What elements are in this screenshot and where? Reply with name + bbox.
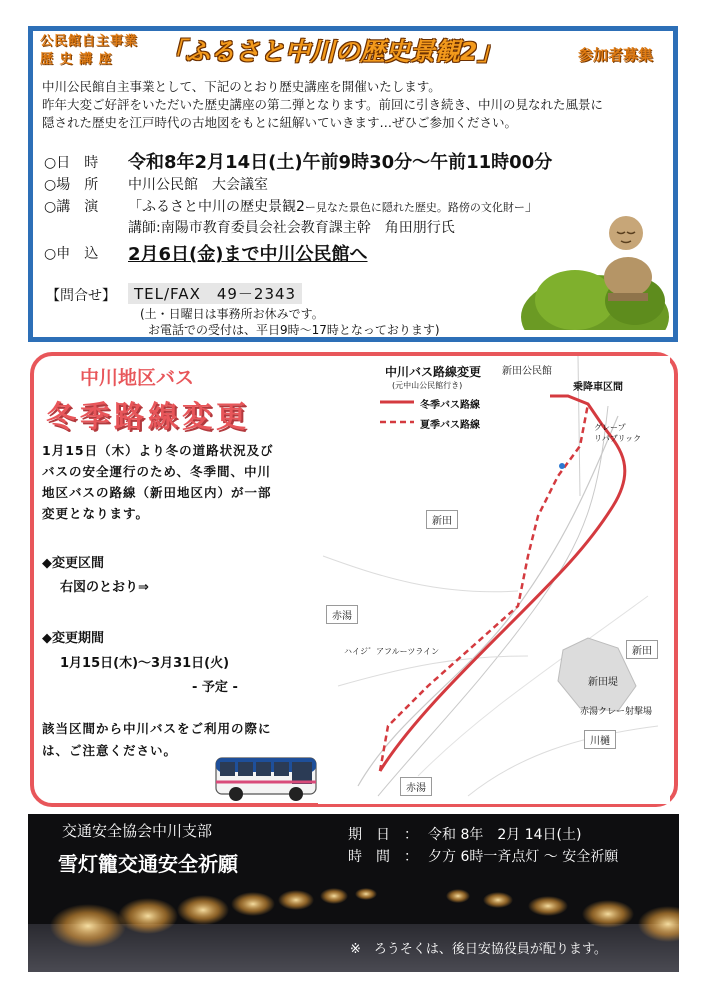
lecture-intro bbox=[42, 78, 662, 132]
lantern-glow bbox=[446, 889, 470, 903]
place-value: 中川公民館 大会議室 bbox=[128, 177, 268, 193]
bus-illustration bbox=[210, 752, 320, 804]
map-label-shageki: 赤湯クレー射撃場 bbox=[580, 707, 653, 717]
note-2: お電話での受付は、平日9時～17時となっております) bbox=[148, 323, 440, 337]
map-label-akayu: 赤湯 bbox=[400, 777, 432, 796]
section-label: ◆変更区間 bbox=[42, 556, 104, 571]
safety-date-value: 令和 8年 2月 14日(土) bbox=[428, 827, 582, 843]
map-label-fruitline: ハイジ゛アフルーツライン bbox=[344, 647, 440, 656]
bus-window bbox=[256, 762, 271, 776]
date-value: 令和8年2月14日(土)午前9時30分～午前11時00分 bbox=[128, 152, 553, 173]
legend-summer-label: 夏季バス路線 bbox=[420, 420, 480, 431]
lantern-glow bbox=[177, 895, 229, 925]
bus-wheel bbox=[289, 787, 303, 801]
caution-1: 該当区間から中川バスをご利用の際に bbox=[42, 721, 272, 736]
date-label: ○日 時 bbox=[44, 155, 99, 171]
map-label-shinden: 新田 bbox=[626, 640, 658, 659]
period-value: 1月15日(木)～3月31日(火) bbox=[60, 656, 230, 671]
talk-label: ○講 演 bbox=[44, 199, 99, 215]
talk-title-end: 」 bbox=[524, 199, 539, 215]
place-label: ○場 所 bbox=[44, 177, 99, 193]
safety-time-label: 時 間 ： bbox=[348, 849, 418, 865]
talk-value bbox=[128, 196, 539, 216]
safety-time-value: 夕方 6時一斉点灯 ～ 安全祈願 bbox=[428, 849, 619, 865]
note-1: (土・日曜日は事務所お休みです。 bbox=[140, 307, 324, 321]
lantern-glow bbox=[528, 896, 568, 916]
lecture-recruit: 参加者募集 bbox=[578, 46, 654, 64]
apply-value: 2月6日(金)まで中川公民館へ bbox=[128, 244, 368, 265]
jizo-statue-illustration bbox=[520, 205, 670, 330]
bus-stop-marker bbox=[559, 463, 565, 469]
lantern-glow bbox=[278, 890, 314, 910]
safety-org: 交通安全協会中川支部 bbox=[62, 822, 213, 840]
statue-body bbox=[604, 257, 652, 297]
lantern-glow bbox=[50, 904, 126, 948]
bus-body-line: 地区バスの路線（新田地区内）が一部 bbox=[42, 485, 272, 500]
bus-window bbox=[274, 762, 289, 776]
safety-title: 雪灯籠交通安全祈願 bbox=[58, 852, 238, 876]
map-subtitle: (元中山公民館行き) bbox=[392, 381, 463, 390]
lantern-glow bbox=[483, 892, 513, 908]
bus-body-line: 1月15日（木）より冬の道路状況及び bbox=[42, 443, 274, 458]
map-label-jokou: 乗降車区間 bbox=[573, 382, 623, 393]
lantern-glow bbox=[320, 888, 348, 904]
bus-title-2: 冬季路線変更 bbox=[46, 400, 250, 435]
map-label-shinden-kominkan: 新田公民館 bbox=[502, 366, 552, 377]
period-label: ◆変更期間 bbox=[42, 631, 104, 646]
lecture-header-small-1: 公民館自主事業 bbox=[40, 34, 139, 49]
hill-shape bbox=[535, 270, 615, 330]
legend-winter-label: 冬季バス路線 bbox=[420, 400, 480, 411]
statue-head bbox=[609, 216, 643, 250]
bus-window bbox=[238, 762, 253, 776]
map-label-kawatoi: 川樋 bbox=[584, 730, 616, 749]
lantern-glow bbox=[118, 898, 178, 934]
talk-subtitle: ー見なた景色に隠れた歴史。路傍の文化財ー bbox=[304, 201, 525, 214]
lecture-header-small-2: 歴 史 講 座 bbox=[40, 52, 113, 67]
caution-2: は、ご注意ください。 bbox=[42, 743, 178, 758]
bus-body-line: 変更となります。 bbox=[42, 506, 150, 521]
apply-label: ○申 込 bbox=[44, 246, 99, 262]
statue-base bbox=[608, 293, 648, 301]
intro-line: 隠された歴史を江戸時代の古地図をもとに紐解いていきます…ぜひご参加ください。 bbox=[42, 115, 518, 130]
contact-tel: TEL/FAX 49－2343 bbox=[128, 283, 302, 304]
safety-date-label: 期 日 ： bbox=[348, 827, 418, 843]
lantern-glow bbox=[355, 888, 377, 900]
intro-line: 中川公民館自主事業として、下記のとおり歴史講座を開催いたします。 bbox=[42, 79, 441, 94]
lecture-title: 「ふるさと中川の歴史景観2」 bbox=[160, 37, 503, 66]
lantern-glow bbox=[582, 900, 634, 928]
period-note: - 予定 - bbox=[192, 680, 238, 695]
map-label-shinden-tsutsumi: 新田堤 bbox=[588, 677, 618, 688]
section-value: 右図のとおり⇒ bbox=[60, 580, 149, 595]
map-label-akayu: 赤湯 bbox=[326, 605, 358, 624]
map-label-shinden: 新田 bbox=[426, 510, 458, 529]
intro-line: 昨年大変ご好評をいただいた歴史講座の第二弾となります。前回に引き続き、中川の見なれた風景に bbox=[42, 97, 604, 112]
bus-body bbox=[42, 440, 312, 524]
safety-note: ※ ろうそくは、後日安協役員が配ります。 bbox=[350, 942, 607, 957]
bus-wheel bbox=[229, 787, 243, 801]
bus-body-line: バスの安全運行のため、冬季間、中川 bbox=[42, 464, 272, 479]
map-label-grape: グレープ リパブリック bbox=[594, 423, 642, 443]
lantern-glow bbox=[231, 892, 275, 916]
bus-title-1: 中川地区バス bbox=[80, 367, 195, 389]
map-title: 中川バス路線変更 bbox=[385, 365, 482, 379]
contact-label: 【問合せ】 bbox=[46, 288, 116, 304]
lecturer: 講師:南陽市教育委員会社会教育課主幹 角田朋行氏 bbox=[128, 220, 455, 236]
bus-window bbox=[220, 762, 235, 776]
talk-title: 「ふるさと中川の歴史景観2 bbox=[128, 199, 305, 215]
